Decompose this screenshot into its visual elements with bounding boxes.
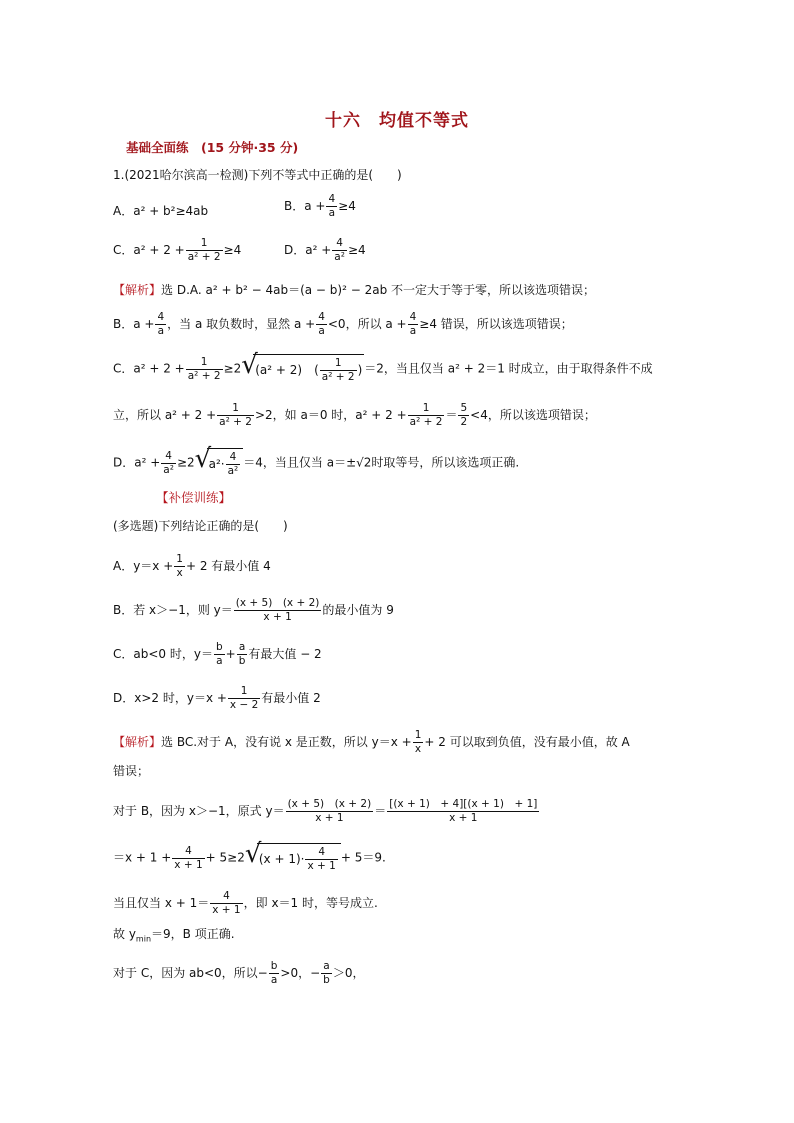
- q1-option-d: D．a² + $\frac{4}{\text{a²}}$ ≥4: [284, 237, 366, 263]
- fraction: $\frac{4}{x + 1}$: [212, 890, 241, 916]
- answer-2-line-2: 错误；: [113, 764, 150, 778]
- fraction: $\frac{a}{b}$: [238, 641, 246, 667]
- answer-1-line-2: B．a + $\frac{4}{a}$ ，当 a 取负数时，显然 a + $\frac{4}{a}$ <0，所以 a + $\frac{4}{a}$ ≥4 错误，所以该选项错误；: [113, 311, 573, 337]
- q1-option-c: C．a² + 2 + $\frac{1}{\text{a² + 2}}$ ≥4: [113, 237, 242, 263]
- q1-option-a: A．a² + b²≥4ab: [113, 204, 209, 218]
- fraction: $\frac{4}{a}$: [328, 193, 336, 219]
- sqrt: √ (x + 1)· $\frac{4}{x + 1}$: [245, 843, 341, 873]
- fraction: $\frac{1}{\text{a² + 2}}$: [409, 402, 443, 428]
- answer-2-line-7: 对于 C，因为 ab<0，所以− $\frac{b}{a}$ >0，− $\frac{a}{b}$ ＞0，: [113, 960, 365, 986]
- fraction: $\frac{4}{\text{a²}}$: [227, 451, 239, 477]
- answer-1-line-1: 【解析】选 D.A. a² + b² − 4ab＝(a − b)² − 2ab 不一定大于等于零，所以该选项错误；: [113, 283, 596, 297]
- fraction: $\frac{(x + 5) (x + 2)}{x + 1}$: [287, 798, 372, 824]
- jiexi-label: 【解析】: [113, 283, 162, 297]
- q2-option-a: A．y＝x + $\frac{1}{x}$ + 2 有最小值 4: [113, 553, 271, 579]
- answer-1-line-3: C．a² + 2 + $\frac{1}{\text{a² + 2}}$ ≥2 √ (a² + 2) ( $\frac{1}{\text{a² + 2}}$ ) ＝2，当且仅当 a² + 2＝1 时成立，由于取得条件不成: [113, 350, 653, 383]
- jiexi-label: 【解析】: [113, 735, 162, 749]
- answer-2-line-5: 当且仅当 x + 1＝ $\frac{4}{x + 1}$ ，即 x＝1 时，等号成立.: [113, 890, 378, 916]
- fraction: $\frac{1}{\text{a² + 2}}$: [187, 355, 221, 382]
- fraction: $\frac{4}{x + 1}$: [174, 844, 203, 871]
- fraction: $\frac{1}{x}$: [176, 553, 183, 579]
- answer-1-line-4: 立，所以 a² + 2 + $\frac{1}{\text{a² + 2}}$ >2，如 a＝0 时，a² + 2 + $\frac{1}{\text{a² + 2}}$ ＝ $\frac{5}{2}$ <4，所以该选项错误；: [113, 402, 596, 428]
- supplementary-heading: 【补偿训练】: [156, 490, 232, 505]
- sqrt: √ a²· $\frac{4}{\text{a²}}$: [195, 448, 244, 478]
- fraction: $\frac{a}{b}$: [323, 960, 330, 986]
- q1-option-b: B．a + $\frac{4}{a}$ ≥4: [284, 193, 356, 219]
- page-title: [0, 106, 794, 131]
- fraction: $\frac{1}{\text{a² + 2}}$: [187, 237, 221, 263]
- fraction: $\frac{4}{\text{a²}}$: [163, 449, 174, 476]
- fraction: $\frac{(x + 5) (x + 2)}{x + 1}$: [235, 597, 320, 623]
- title-text: 均值不等式: [379, 111, 469, 131]
- fraction: $\frac{[(x + 1) + 4][(x + 1) + 1]}{x + 1}$: [389, 798, 538, 824]
- title-number: 十六: [325, 111, 361, 131]
- answer-2-line-3: 对于 B，因为 x＞−1，原式 y＝ $\frac{(x + 5) (x + 2)}{x + 1}$ ＝ $\frac{[(x + 1) + 4][(x + 1) + 1]}{x + 1}$: [113, 798, 538, 824]
- question-2-stem: (多选题)下列结论正确的是( ): [113, 519, 288, 533]
- fraction: $\frac{b}{a}$: [215, 641, 223, 667]
- fraction: $\frac{4}{a}$: [318, 311, 325, 337]
- answer-2-line-6: 故 $y_{min}=9$，B 项正确.: [113, 927, 235, 944]
- fraction: $\frac{5}{2}$: [460, 402, 468, 428]
- section-heading: 基础全面练 (15 分钟·35 分): [126, 140, 299, 155]
- fraction: $\frac{4}{a}$: [157, 311, 165, 337]
- q2-option-b: B．若 x＞−1，则 y＝ $\frac{(x + 5) (x + 2)}{x + 1}$ 的最小值为 9: [113, 597, 394, 623]
- q2-option-c: C．ab<0 时，y＝ $\frac{b}{a}$ + $\frac{a}{b}$ 有最大值 − 2: [113, 641, 322, 667]
- fraction: $\frac{b}{a}$: [270, 960, 278, 986]
- answer-2-line-1: 【解析】选 BC.对于 A，没有说 x 是正数，所以 y＝x + $\frac{1}{x}$ + 2 可以取到负值，没有最小值，故 A: [113, 729, 630, 755]
- fraction: $\frac{1}{x - 2}$: [229, 685, 259, 711]
- answer-2-line-4: ＝x + 1 + $\frac{4}{x + 1}$ + 5≥2 √ (x + 1)· $\frac{4}{x + 1}$ + 5＝9.: [113, 839, 386, 872]
- fraction: $\frac{4}{\text{a²}}$: [334, 237, 345, 263]
- fraction: $\frac{4}{x + 1}$: [307, 846, 336, 872]
- sqrt: √ (a² + 2) ( $\frac{1}{\text{a² + 2}}$ ): [241, 350, 363, 383]
- answer-1-line-5: D．a² + $\frac{4}{\text{a²}}$ ≥2 √ a²· $\frac{4}{\text{a²}}$ ＝4，当且仅当 a＝±√2时取等号，所以该选项正确.: [113, 444, 520, 477]
- question-1-stem: 1.(2021哈尔滨高一检测)下列不等式中正确的是( ): [113, 168, 402, 182]
- q2-option-d: D．x>2 时，y＝x + $\frac{1}{x - 2}$ 有最小值 2: [113, 685, 321, 711]
- fraction: $\frac{1}{\text{a² + 2}}$: [321, 357, 355, 383]
- fraction: $\frac{4}{a}$: [409, 311, 417, 337]
- fraction: $\frac{1}{x}$: [414, 729, 422, 755]
- fraction: $\frac{1}{\text{a² + 2}}$: [219, 402, 252, 428]
